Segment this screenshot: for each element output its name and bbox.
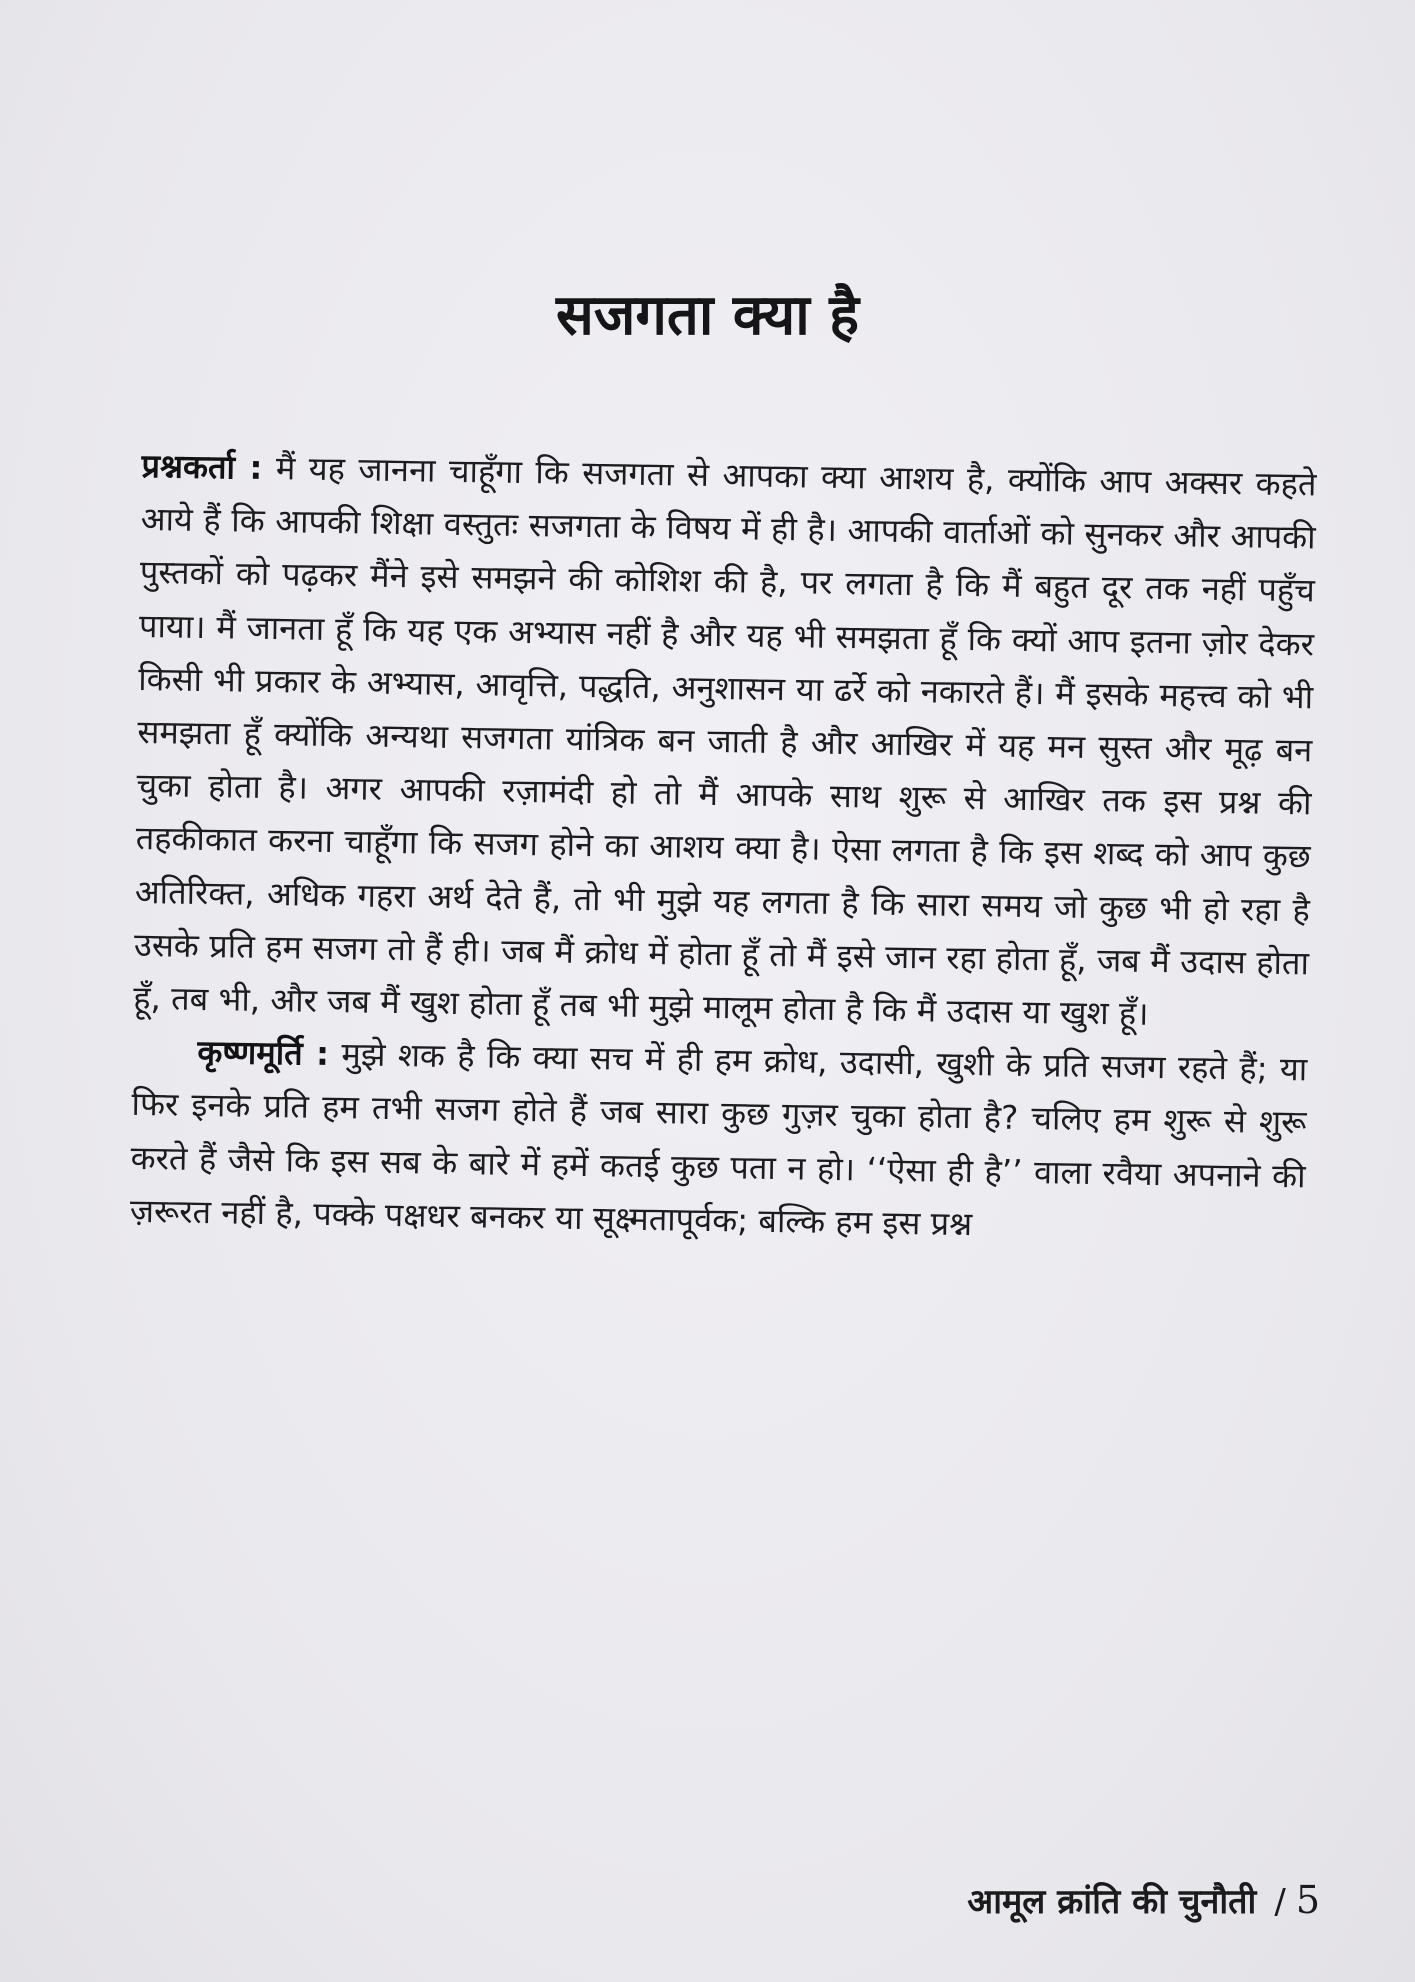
speaker-label-questioner: प्रश्नकर्ता : [141,446,263,487]
paragraph-text-krishnamurti: मुझे शक है कि क्या सच में ही हम क्रोध, उदासी, खुशी के प्रति सजग रहते हैं; या फिर इनके प्रति हम तभी सजग होते हैं जब सारा कुछ गुज़र चुका होता है? चलिए हम शुरू से शुरू करते हैं जैसे कि इस सब के बारे में हमें कतई कुछ पता न हो। ‘‘ऐसा ही है’’ वाला रवैया अपनाने की ज़रूरत नहीं है, पक्के पक्षधर बनकर या सूक्ष्मतापूर्वक; बल्कि हम इस प्रश्न [129,1035,1308,1243]
speaker-label-krishnamurti: कृष्णमूर्ति : [197,1033,330,1074]
paragraph-krishnamurti [129,1025,1307,1256]
paragraph-text-questioner: मैं यह जानना चाहूँगा कि सजगता से आपका क्या आशय है, क्योंकि आप अक्सर कहते आये हैं कि आपकी शिक्षा वस्तुतः सजगता के विषय में ही है। आपकी वार्ताओं को सुनकर और आपकी पुस्तकों को पढ़कर मैंने इसे समझने की कोशिश की है, पर लगता है कि मैं बहुत दूर तक नहीं पहुँच पाया। मैं जानता हूँ कि यह एक अभ्यास नहीं है और यह भी समझता हूँ कि क्यों आप इतना ज़ोर देकर किसी भी प्रकार के अभ्यास, आवृत्ति, पद्धति, अनुशासन या ढर्रे को नकारते हैं। मैं इसके महत्त्व को भी समझता हूँ क्योंकि अन्यथा सजगता यांत्रिक बन जाती है और आखिर में यह मन सुस्त और मूढ़ बन चुका होता है। अगर आपकी रज़ामंदी हो तो मैं आपके साथ शुरू से आखिर तक इस प्रश्न की तहकीकात करना चाहूँगा कि सजग होने का आशय क्या है। ऐसा लगता है कि इस शब्द को आप कुछ अतिरिक्त, अधिक गहरा अर्थ देते हैं, तो भी मुझे यह लगता है कि सारा समय जो कुछ भी हो रहा है उसके प्रति हम सजग तो हैं ही। जब मैं क्रोध में होता हूँ तो मैं इसे जान रहा होता हूँ, जब मैं उदास होता हूँ, तब भी, और जब मैं खुश होता हूँ तब भी मुझे मालूम होता है कि मैं उदास या खुश हूँ। [132,449,1317,1033]
paragraph-questioner [133,440,1317,1044]
body-text [129,440,1316,1256]
page-footer [967,1875,1320,1927]
footer-book-title: आमूल क्रांति की चुनौती [967,1882,1257,1922]
page-number: 5 [1295,1878,1320,1922]
footer-separator: / [1274,1882,1286,1922]
chapter-title: सजगता क्या है [555,282,860,348]
